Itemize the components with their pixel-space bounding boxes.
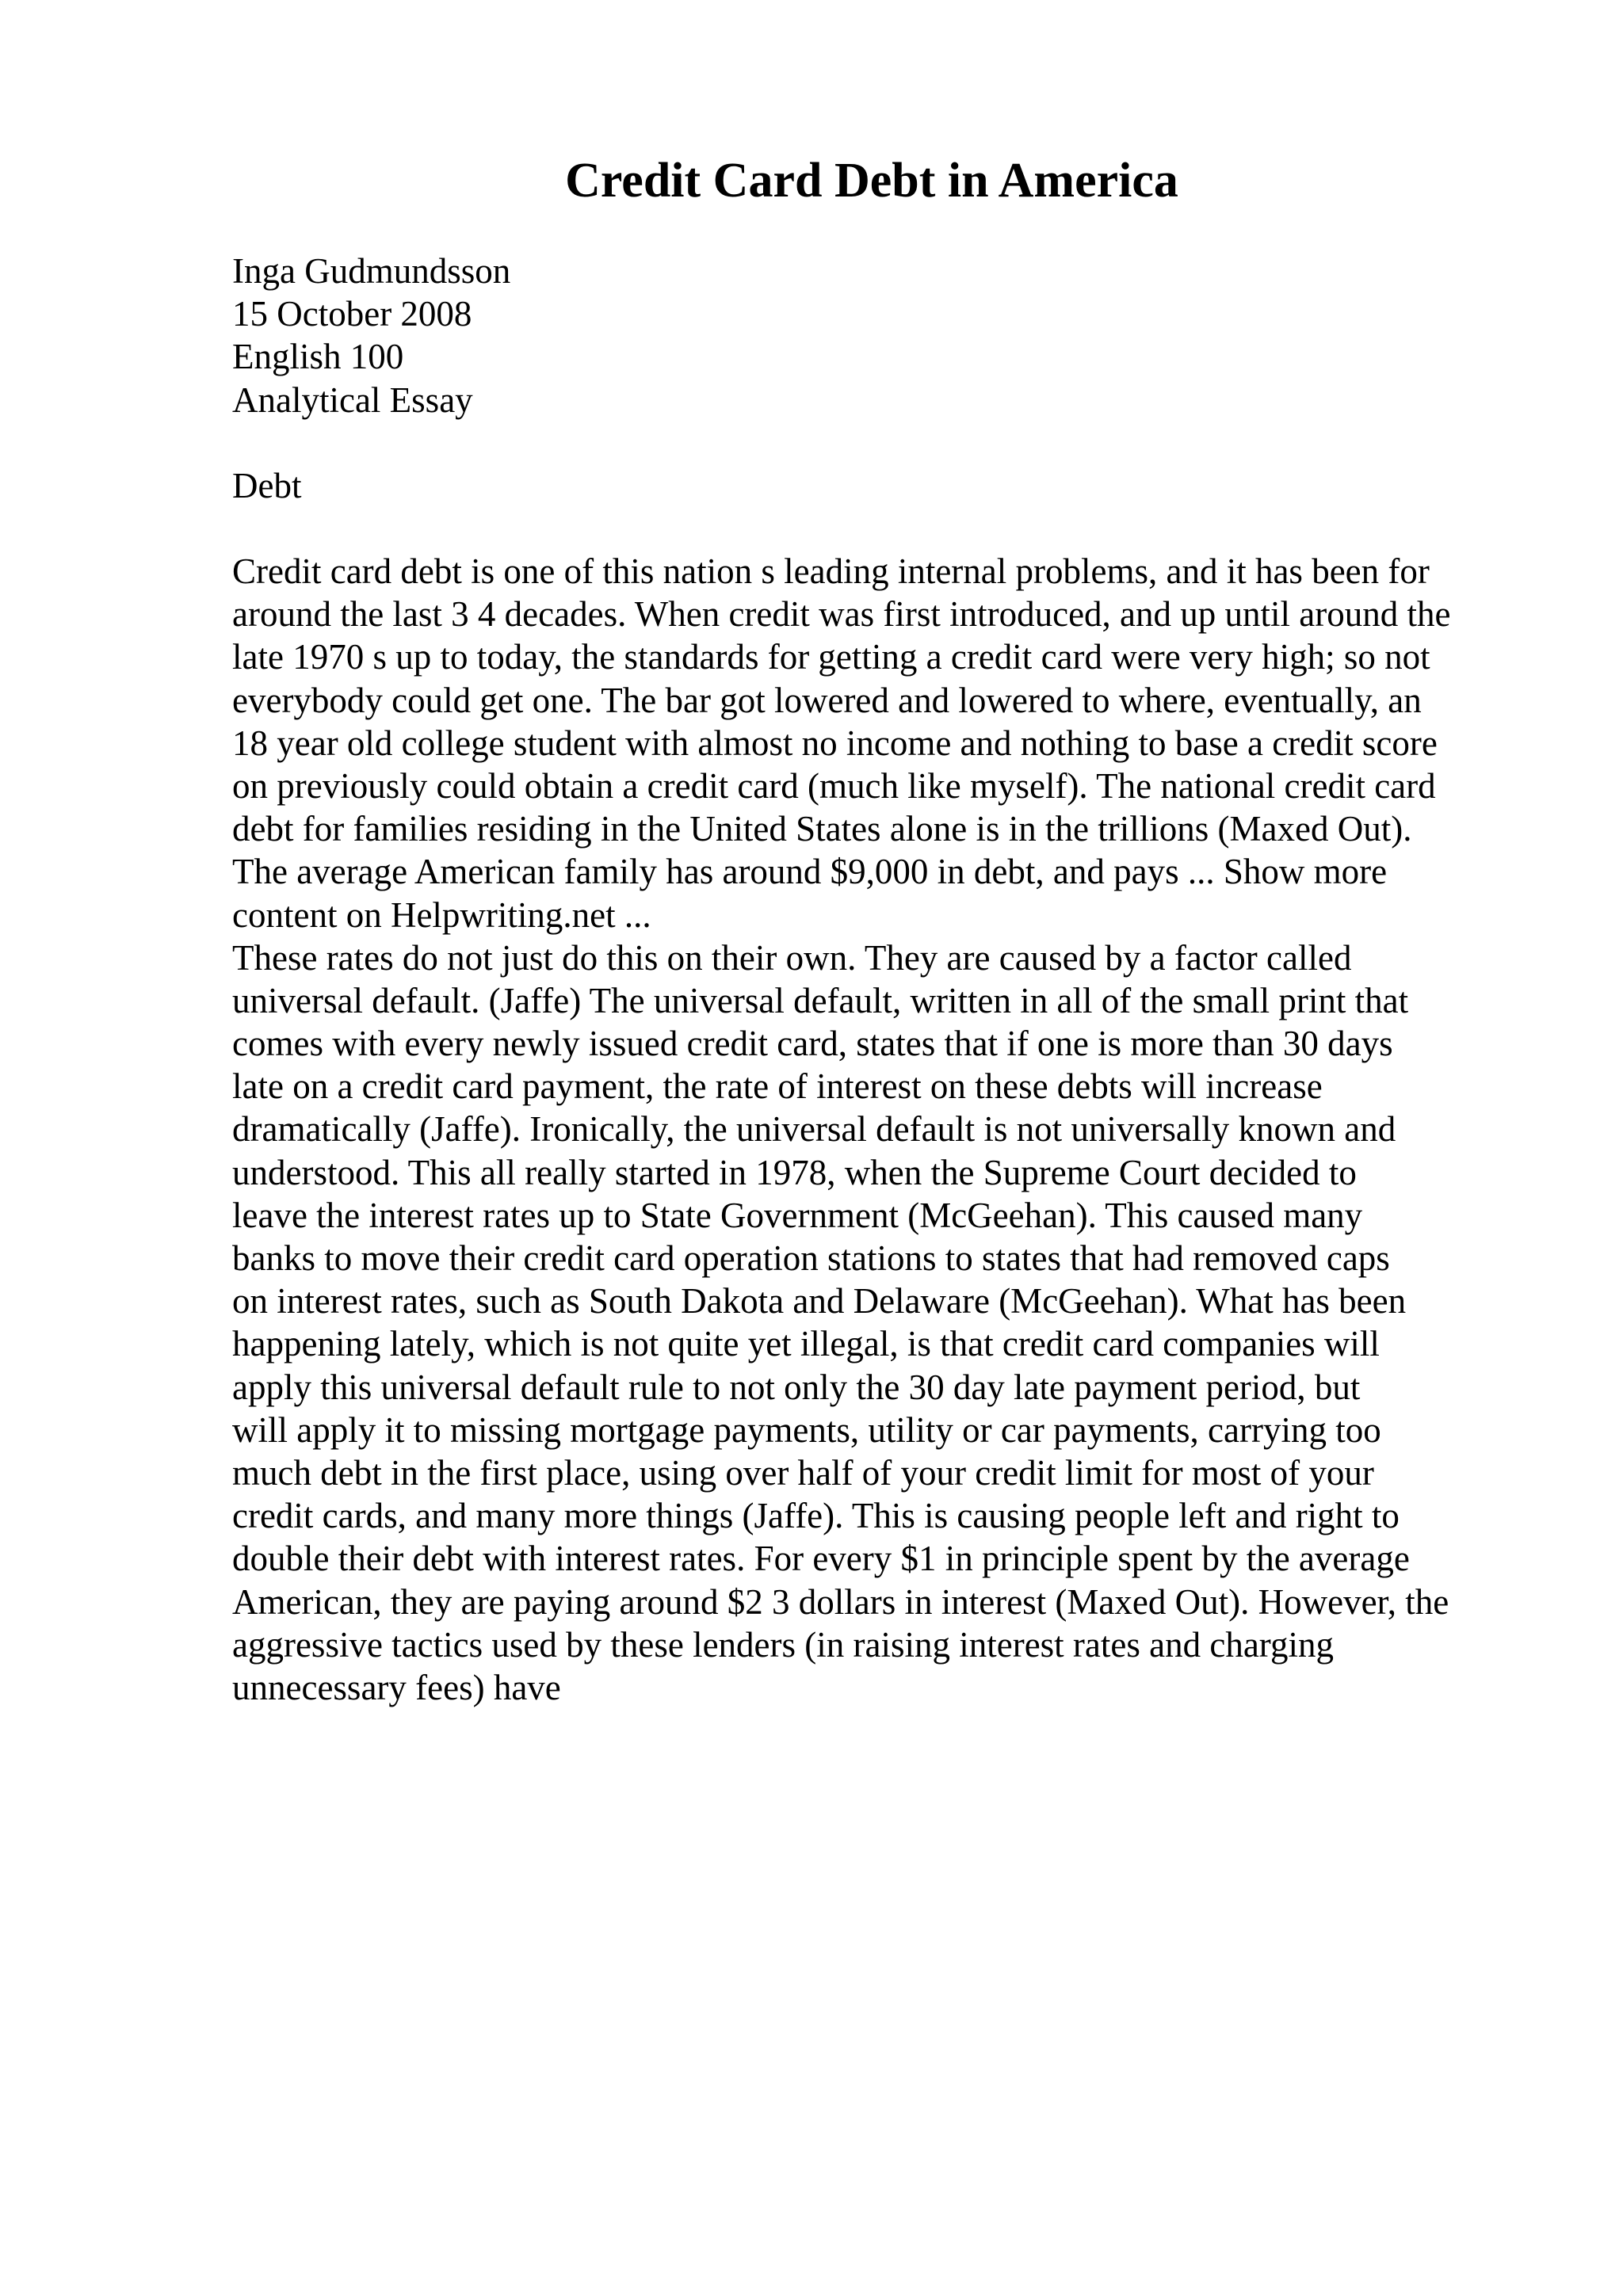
body-text-line: The average American family has around $9,000 in debt, and pays ... Show more <box>232 852 1388 892</box>
body-text-line: happening lately, which is not quite yet illegal, is that credit card companies will <box>232 1324 1380 1364</box>
body-text-line: leave the interest rates up to State Government (McGeehan). This caused many <box>232 1195 1363 1235</box>
body-text-line: 18 year old college student with almost no income and nothing to base a credit score <box>232 723 1438 763</box>
document-date: 15 October 2008 <box>232 294 472 334</box>
body-text-line: apply this universal default rule to not only the 30 day late payment period, but <box>232 1367 1361 1407</box>
body-text-line: double their debt with interest rates. For every $1 in principle spent by the average <box>232 1539 1410 1579</box>
body-text-line: on interest rates, such as South Dakota and Delaware (McGeehan). What has been <box>232 1281 1407 1322</box>
body-text-line: unnecessary fees) have <box>232 1667 561 1707</box>
essay-type: Analytical Essay <box>232 379 473 420</box>
body-text-line: late 1970 s up to today, the standards for getting a credit card were very high; so not <box>232 637 1430 677</box>
body-text-line: banks to move their credit card operation stations to states that had removed caps <box>232 1238 1390 1278</box>
course-name: English 100 <box>232 337 404 377</box>
body-text-line: comes with every newly issued credit card, states that if one is more than 30 days <box>232 1024 1393 1064</box>
body-text-line: will apply it to missing mortgage payments, utility or car payments, carrying too <box>232 1409 1381 1450</box>
body-text-line: Credit card debt is one of this nation s leading internal problems, and it has been for <box>232 551 1430 591</box>
body-text-line: on previously could obtain a credit card (much like myself). The national credit card <box>232 765 1436 806</box>
body-text-line: understood. This all really started in 1978, when the Supreme Court decided to <box>232 1152 1357 1192</box>
document-title: Credit Card Debt in America <box>565 154 1178 208</box>
body-text-line: around the last 3 4 decades. When credit was first introduced, and up until around the <box>232 594 1451 635</box>
author-info <box>232 250 510 421</box>
body-text-line: debt for families residing in the United States alone is in the trillions (Maxed Out). <box>232 809 1412 849</box>
body-text-line: late on a credit card payment, the rate of interest on these debts will increase <box>232 1066 1323 1107</box>
body-text-line: aggressive tactics used by these lenders (in raising interest rates and charging <box>232 1624 1334 1665</box>
body-text-line: everybody could get one. The bar got lowered and lowered to where, eventually, an <box>232 680 1422 720</box>
body-text-line: American, they are paying around $2 3 dollars in interest (Maxed Out). However, the <box>232 1581 1449 1622</box>
body-text-line: much debt in the first place, using over half of your credit limit for most of your <box>232 1452 1374 1493</box>
body-text-line: These rates do not just do this on their own. They are caused by a factor called <box>232 937 1352 978</box>
author-name: Inga Gudmundsson <box>232 251 511 291</box>
body-text-line: universal default. (Jaffe) The universal default, written in all of the small print that <box>232 980 1409 1020</box>
essay-body <box>232 550 1450 1709</box>
body-text-line: dramatically (Jaffe). Ironically, the universal default is not universally known and <box>232 1109 1396 1150</box>
body-text-line: credit cards, and many more things (Jaffe). This is causing people left and right to <box>232 1496 1400 1536</box>
body-text-line: content on Helpwriting.net ... <box>232 894 651 935</box>
section-heading: Debt <box>232 466 302 505</box>
